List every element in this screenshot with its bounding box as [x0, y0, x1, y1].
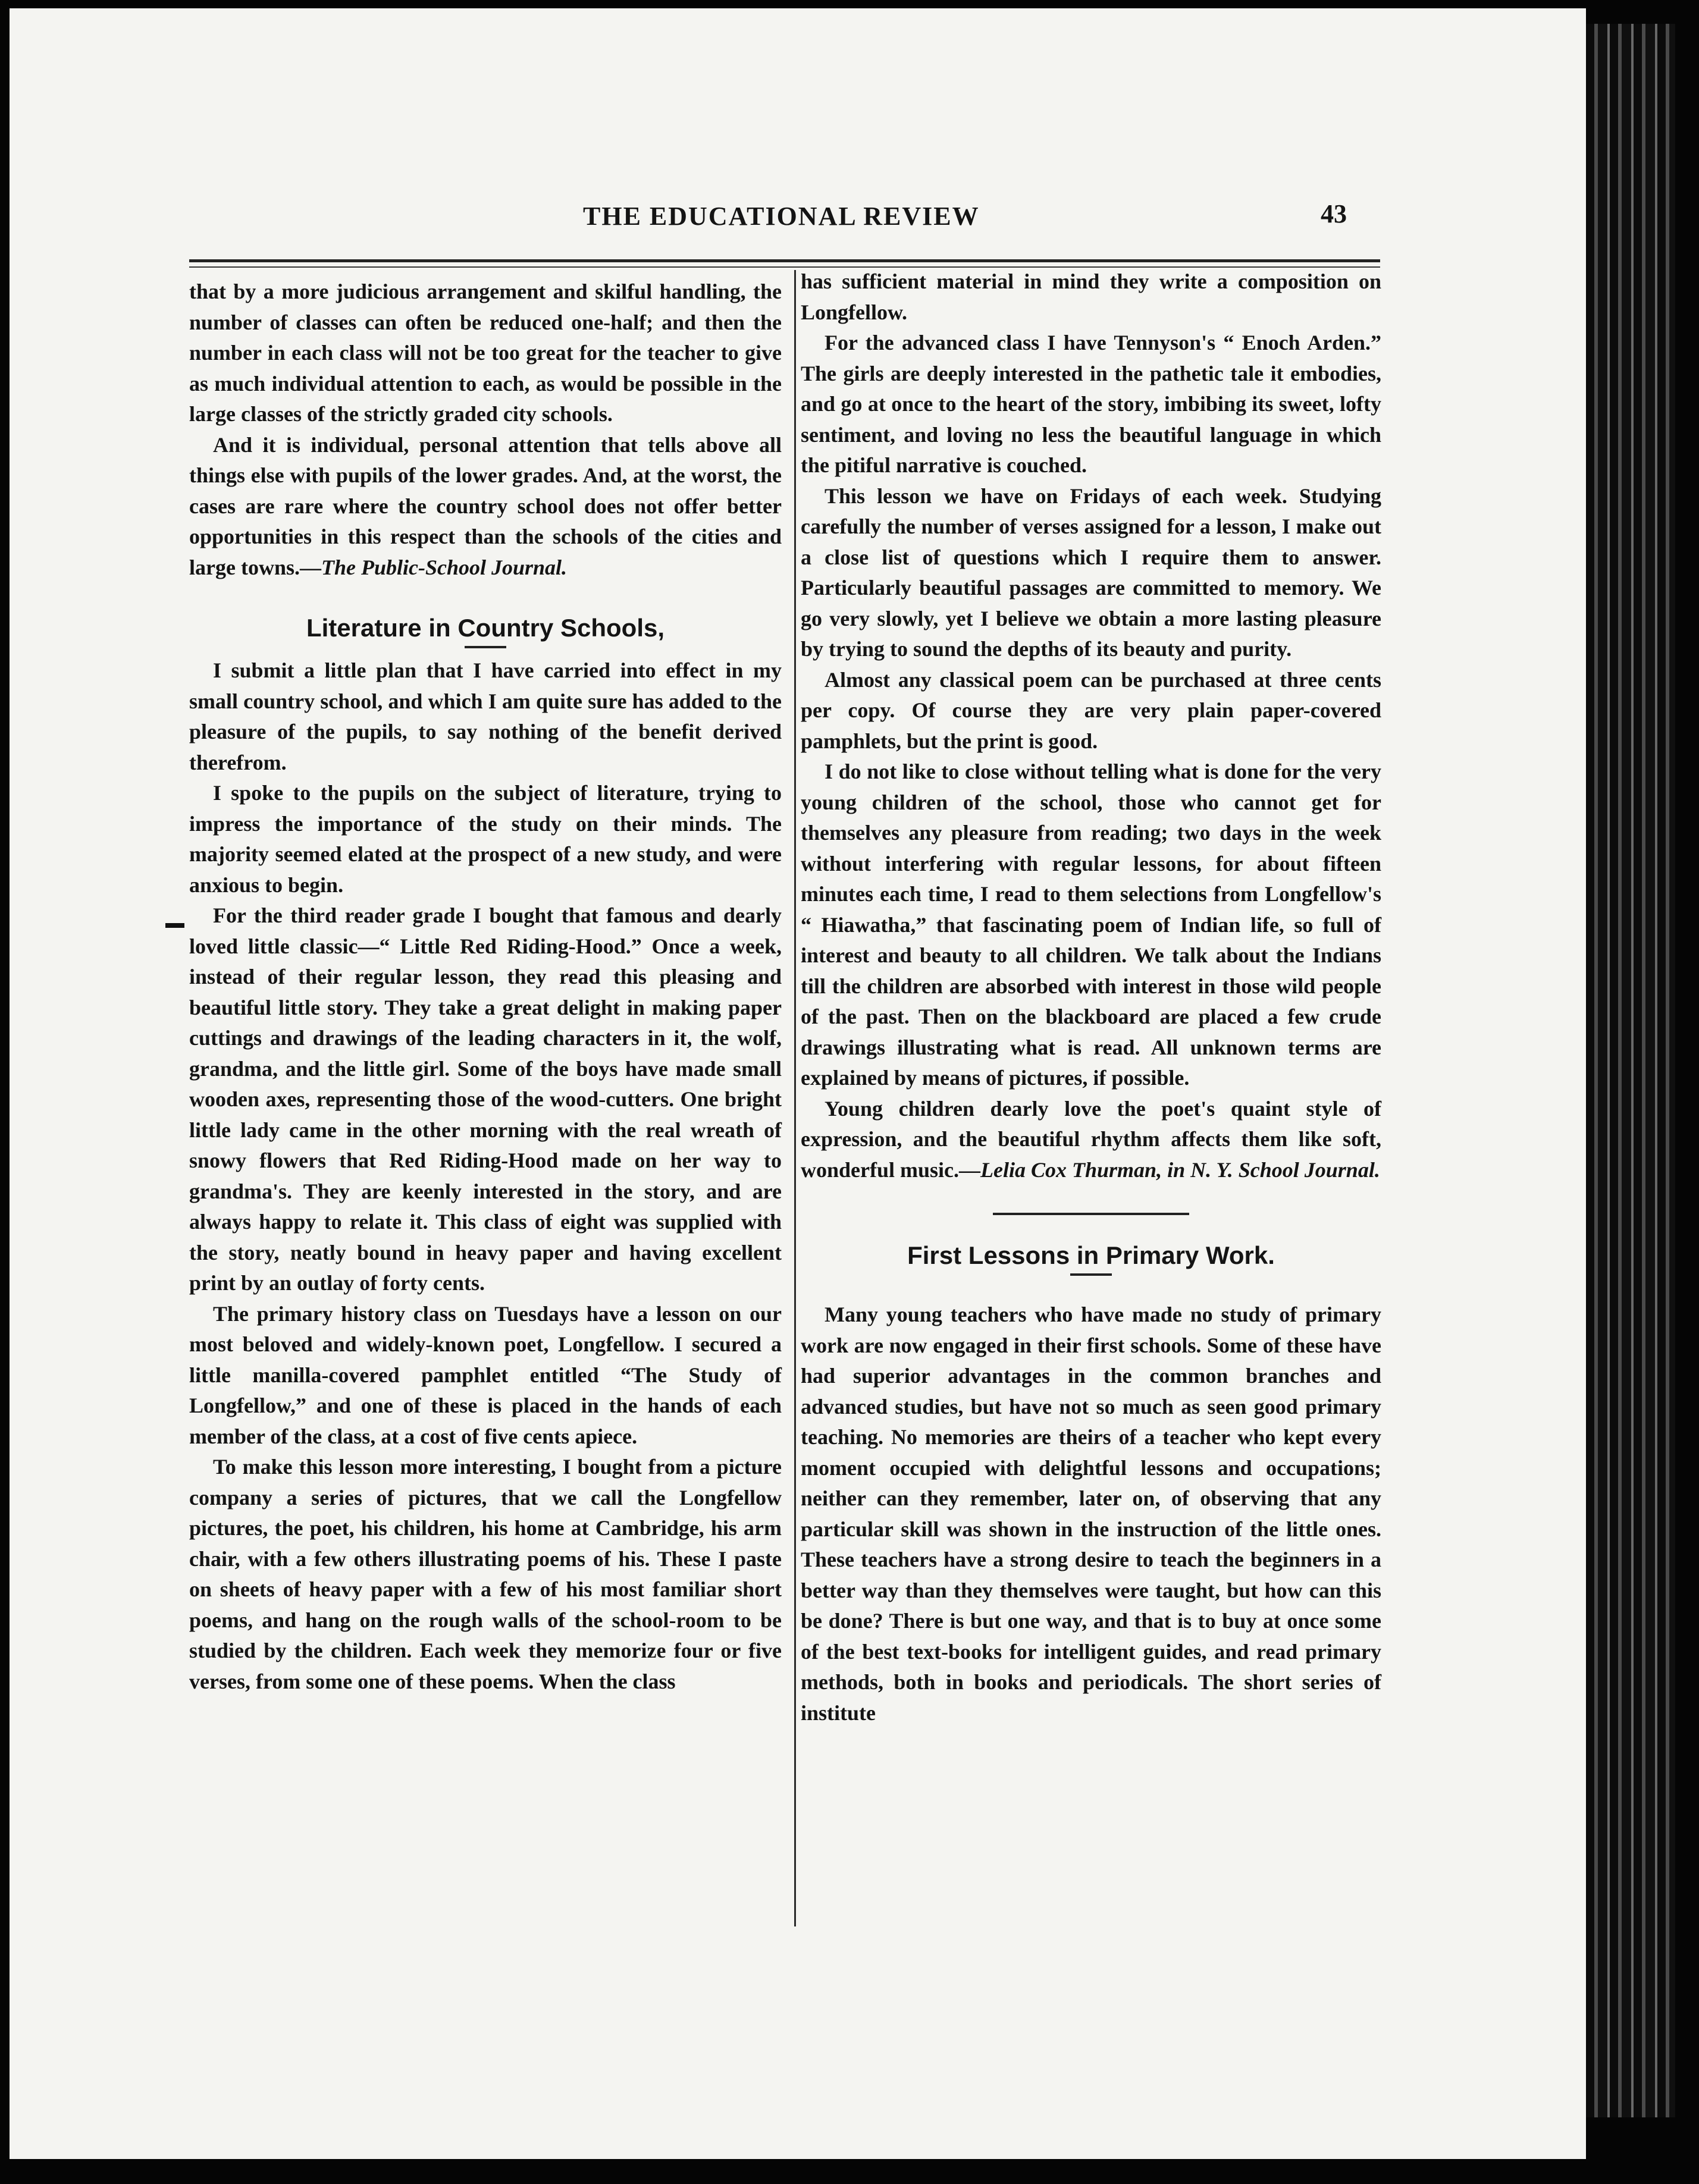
paragraph-text: And it is individual, personal attention that tells above all things else with pupils of the lower grades. And, at the worst, the cases are rare where the country school does not offer better opportunities in this respect than the schools of the cities and large towns.—	[189, 432, 782, 579]
paragraph: has sufficient material in mind they write a composition on Longfellow.	[801, 269, 1381, 324]
title-rule	[1070, 1273, 1112, 1276]
running-header: THE EDUCATIONAL REVIEW	[583, 202, 980, 231]
paragraph: To make this lesson more interesting, I bought from a picture company a series of pictures, that we call the Longfellow pictures, the poet, his children, his home at Cambridge, his arm chair, with a few others illustrating poems of his. These I paste on sheets of heavy paper with a few of his most familiar short poems, and hang on the rough walls of the school-room to be studied by the children. Each week they memorize four or five verses, from some one of these poems. When the class	[189, 1455, 782, 1693]
book-spine-edge	[1586, 24, 1675, 2117]
paragraph	[189, 430, 782, 583]
article-title: First Lessons in Primary Work.	[907, 1241, 1275, 1269]
paragraph	[801, 1094, 1381, 1186]
paragraph: Almost any classical poem can be purchased at three cents per copy. Of course they are very plain paper-covered pamphlets, but the print is good.	[801, 667, 1381, 753]
paragraph: For the third reader grade I bought that famous and dearly loved little classic—“ Little Red Riding-Hood.” Once a week, instead of their regular lesson, they read this pleasing and beautiful little story. They take a great delight in making paper cuttings and drawings of the leading characters in it, the wolf, grandma, and the little girl. Some of the boys have made small wooden axes, representing those of the wood-cutters. One bright little lady came in the other morning with the real wreath of snowy flowers that Red Riding-Hood made on her way to grandma's. They are keenly interested in the story, and are always happy to relate it. This class of eight was supplied with the story, neatly bound in heavy paper and having excellent print by an outlay of forty cents.	[189, 903, 782, 1295]
paragraph: This lesson we have on Fridays of each week. Studying carefully the number of verses assigned for a lesson, I make out a close list of questions which I require them to answer. Particularly beautiful passages are committed to memory. We go very slowly, yet I believe we obtain a more lasting pleasure by trying to sound the depths of its beauty and purity.	[801, 484, 1381, 661]
right-column	[801, 266, 1381, 1728]
paragraph: Many young teachers who have made no study of primary work are now engaged in their first schools. Some of these have had superior advantages in the common branches and advanced studies, but have not so much as seen good primary teaching. No memories are theirs of a teacher who kept every moment occupied with delightful lessons and occupations; neither can they remember, later on, of observing that any particular skill was shown in the instruction of the little ones. These teachers have a strong desire to teach the beginners in a better way than they themselves were taught, but how can this be done? There is but one way, and that is to buy at once some of the best text-books for intelligent guides, and read primary methods, both in books and periodicals. The short series of institute	[801, 1303, 1381, 1725]
paragraph-text: Young children dearly love the poet's quaint style of expression, and the beautiful rhythm affects them like soft, wonderful music.—	[801, 1096, 1381, 1182]
paragraph: I do not like to close without telling what is done for the very young children of the school, those who cannot get for themselves any pleasure from reading; two days in the week without interfering with regular lessons, for about fifteen minutes each time, I read to them selections from Longfellow's “ Hiawatha,” that fascinating poem of Indian life, so full of interest and beauty to all children. We talk about the Indians till the children are absorbed with interest in those wild people of the past. Then on the blackboard are placed a few crude drawings illustrating what is read. All unknown terms are explained by means of pictures, if possible.	[801, 760, 1381, 1090]
title-rule	[465, 646, 506, 648]
paragraph: I submit a little plan that I have carried into effect in my small country school, and which I am quite sure has added to the pleasure of the pupils, to say nothing of the benefit derived therefrom.	[189, 658, 782, 774]
margin-mark	[165, 923, 184, 928]
column-divider	[794, 270, 796, 1926]
section-separator-rule	[993, 1213, 1189, 1215]
page-number: 43	[1321, 199, 1347, 228]
source-citation: Lelia Cox Thurman, in N. Y. School Journal.	[980, 1157, 1380, 1182]
article-title: Literature in Country Schools,	[306, 614, 665, 642]
paragraph: For the advanced class I have Tennyson's “ Enoch Arden.” The girls are deeply interested in the pathetic tale it embodies, and go at once to the heart of the story, imbibing its sweet, lofty sentiment, and loving no less the beautiful language in which the pitiful narrative is couched.	[801, 331, 1381, 477]
paragraph: that by a more judicious arrangement and skilful handling, the number of classes can often be reduced one-half; and then the number in each class will not be too great for the teacher to give as much individual attention to each, as would be possible in the large classes of the strictly graded city schools.	[189, 280, 782, 426]
left-column	[189, 277, 782, 1697]
paragraph: The primary history class on Tuesdays have a lesson on our most beloved and widely-known poet, Longfellow. I secured a little manilla-covered pamphlet entitled “The Study of Longfellow,” and one of these is placed in the hands of each member of the class, at a cost of five cents apiece.	[189, 1301, 782, 1448]
paragraph: I spoke to the pupils on the subject of literature, trying to impress the importance of the study on their minds. The majority seemed elated at the prospect of a new study, and were anxious to begin.	[189, 781, 782, 897]
source-citation: The Public-School Journal.	[321, 555, 568, 579]
header-rule	[189, 259, 1380, 262]
